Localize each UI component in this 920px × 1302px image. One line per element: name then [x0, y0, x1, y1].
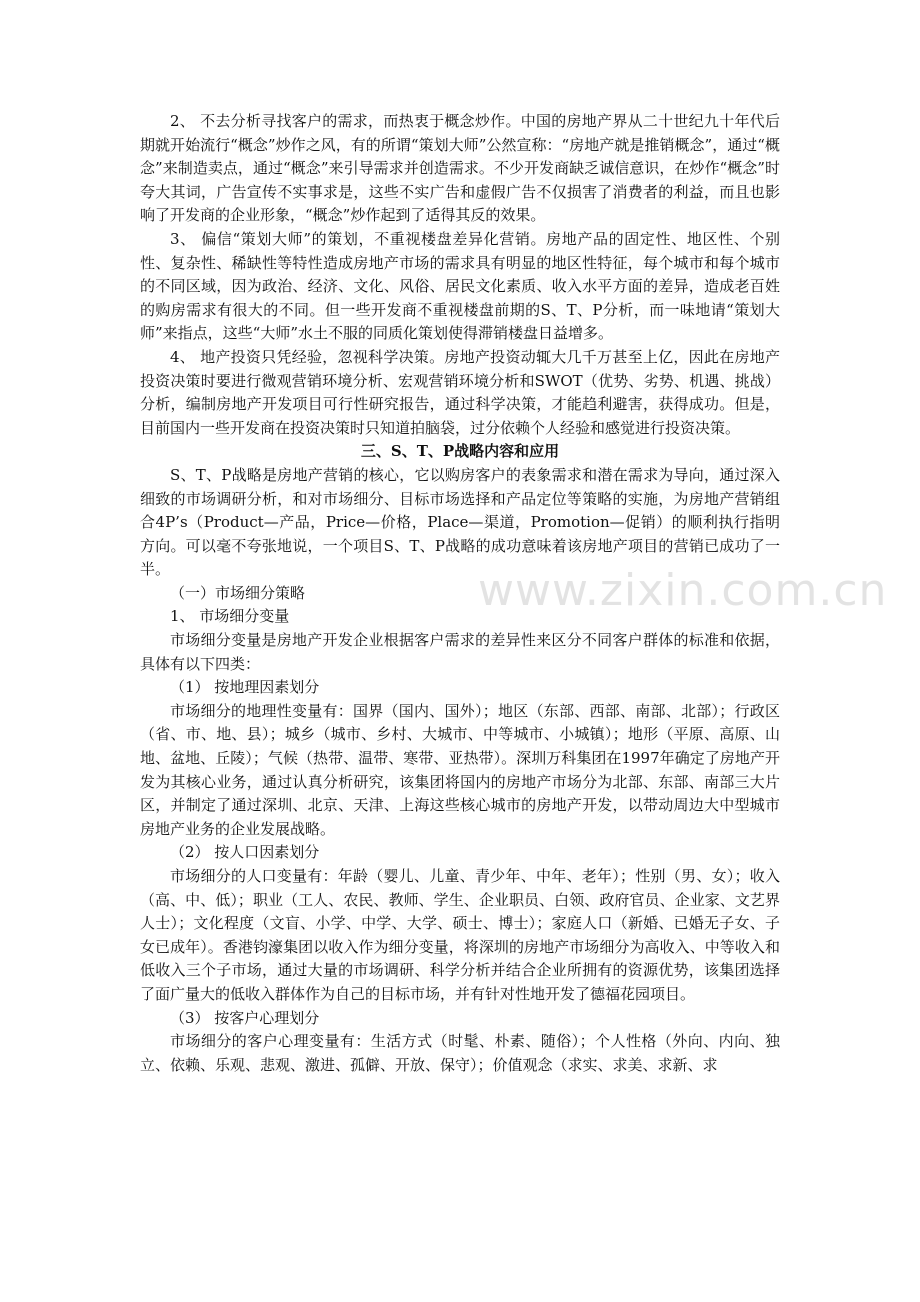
watermark: www.zixin.com.cn	[478, 565, 888, 616]
subheading-demographic: （2） 按人口因素划分	[170, 843, 320, 862]
section-heading-stp-strategy: 三、S、T、P战略内容和应用	[360, 442, 560, 461]
paragraph-stp-core: S、T、P战略是房地产营销的核心，它以购房客户的表象需求和潜在需求为导向，通过深入细致的市场调研分析，和对市场细分、目标市场选择和产品定位等策略的实施，为房地产营销组合4P’s（Product—产品，Price—价格，Place—渠道，Promotion—促销）的顺利执行指明方向。可以毫不夸张地说，一个项目S、T、P战略的成功意味着该房地产项目的营销已成功了一半。	[140, 465, 780, 579]
paragraph-investment-experience: 4、 地产投资只凭经验，忽视科学决策。房地产投资动辄大几千万甚至上亿，因此在房地产投资决策时要进行微观营销环境分析、宏观营销环境分析和SWOT（优势、劣势、机遇、挑战）分析，编制房地产开发项目可行性研究报告，通过科学决策，才能趋利避害，获得成功。但是，目前国内一些开发商在投资决策时只知道拍脑袋，过分依赖个人经验和感觉进行投资决策。	[140, 347, 780, 437]
paragraph-psychographic: 市场细分的客户心理变量有：生活方式（时髦、朴素、随俗）；个人性格（外向、内向、独立、依赖、乐观、悲观、激进、孤僻、开放、保守）；价值观念（求实、求美、求新、求	[140, 1032, 780, 1074]
subheading-psychographic: （3） 按客户心理划分	[170, 1008, 320, 1027]
paragraph-geographic: 市场细分的地理性变量有：国界（国内、国外）；地区（东部、西部、南部、北部）；行政区（省、市、地、县）；城乡（城市、乡村、大城市、中等城市、小城镇）；地形（平原、高原、山地、盆地、丘陵）；气候（热带、温带、寒带、亚热带）。深圳万科集团在1997年确定了房地产开发为其核心业务，通过认真分析研究，该集团将国内的房地产市场分为北部、东部、南部三大片区，并制定了通过深圳、北京、天津、上海这些核心城市的房地产开发，以带动周边大中型城市房地产业务的企业发展战略。	[140, 701, 780, 838]
subheading-geographic: （1） 按地理因素划分	[170, 678, 320, 697]
paragraph-demographic: 市场细分的人口变量有：年龄（婴儿、儿童、青少年、中年、老年）；性别（男、女）；收入（高、中、低）；职业（工人、农民、教师、学生、企业职员、白领、政府官员、企业家、文艺界人士）；文化程度（文盲、小学、中学、大学、硕士、博士）；家庭人口（新婚、已婚无子女、子女已成年）。香港钧濠集团以收入作为细分变量，将深圳的房地产市场细分为高收入、中等收入和低收入三个子市场，通过大量的市场调研、科学分析并结合企业所拥有的资源优势，该集团选择了面广量大的低收入群体作为自己的目标市场，并有针对性地开发了德福花园项目。	[140, 867, 780, 1003]
document-body	[140, 110, 780, 1077]
paragraph-planning-master: 3、 偏信“策划大师”的策划，不重视楼盘差异化营销。房地产品的固定性、地区性、个别性、复杂性、稀缺性等特性造成房地产市场的需求具有明显的地区性特征，每个城市和每个城市的不同区域，因为政治、经济、文化、风俗、居民文化素质、收入水平方面的差异，造成老百姓的购房需求有很大的不同。但一些开发商不重视楼盘前期的S、T、P分析，而一味地请“策划大师”来指点，这些“大师”水土不服的同质化策划使得滞销楼盘日益增多。	[140, 229, 780, 343]
subheading-market-segmentation: （一）市场细分策略	[170, 583, 306, 602]
subheading-segmentation-variables: 1、 市场细分变量	[170, 607, 290, 626]
paragraph-segmentation-variables: 市场细分变量是房地产开发企业根据客户需求的差异性来区分不同客户群体的标准和依据，具体有以下四类：	[140, 631, 780, 673]
paragraph-concept-hype: 2、 不去分析寻找客户的需求，而热衷于概念炒作。中国的房地产界从二十世纪九十年代后期就开始流行“概念”炒作之风，有的所谓“策划大师”公然宣称：“房地产就是推销概念”，通过“概念”来制造卖点，通过“概念”来引导需求并创造需求。不少开发商缺乏诚信意识，在炒作“概念”时夸大其词，广告宣传不实事求是，这些不实广告和虚假广告不仅损害了消费者的利益，而且也影响了开发商的企业形象，“概念”炒作起到了适得其反的效果。	[140, 112, 780, 225]
